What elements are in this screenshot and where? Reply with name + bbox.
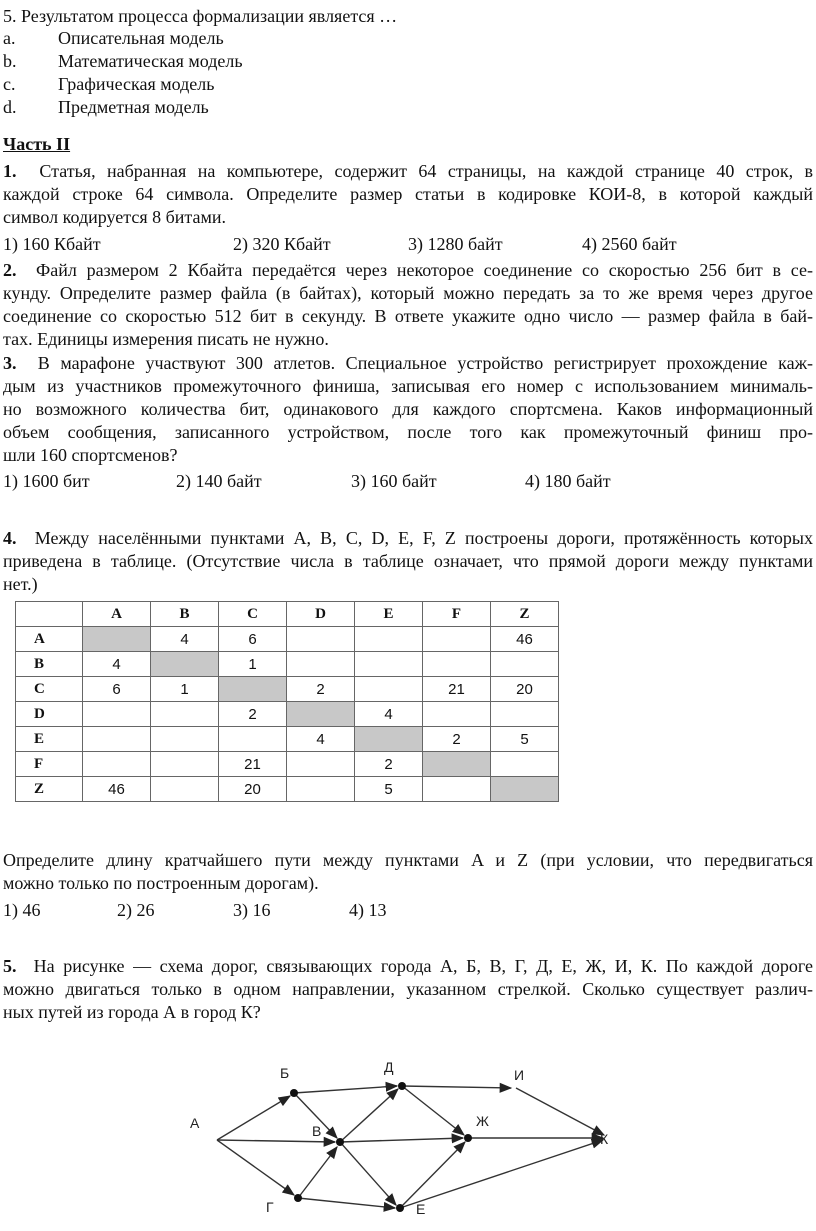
option-text: Графическая модель (58, 74, 215, 94)
edge-d-zh (402, 1086, 464, 1135)
task5-line-1 (3, 955, 813, 977)
edge-i-k (516, 1088, 604, 1135)
edge-v-zh (340, 1138, 463, 1142)
task3-line-4: объем сообщения, записанного устройством, после того как промежуточный финиш про- (3, 422, 813, 442)
option-letter: b. (3, 51, 17, 71)
task3-answer-4: 4) 180 байт (525, 471, 611, 491)
table-cell: 2 (219, 702, 287, 727)
table-header-cell: F (423, 602, 491, 627)
task-number: 4. (3, 528, 17, 548)
label-v: В (312, 1123, 322, 1139)
task1-line-3: символ кодируется 8 битами. (3, 207, 226, 227)
table-cell (83, 752, 151, 777)
label-e: Е (416, 1201, 426, 1217)
table-cell: 20 (491, 677, 559, 702)
option-text: Предметная модель (58, 97, 209, 117)
edge-g-v (298, 1147, 337, 1198)
task4-line-3: нет.) (3, 574, 38, 594)
task4-answer-1: 1) 46 (3, 900, 41, 920)
task2-line-1 (3, 259, 813, 281)
task4-line-2: приведена в таблице. (Отсутствие числа в таблице означает, что прямой дороги между пунктами (3, 551, 813, 571)
row-header: F (16, 752, 83, 777)
table-row (16, 702, 559, 727)
task4-line-1 (3, 527, 813, 549)
task2-line-2: кунду. Определите размер файла (в байтах), который можно передать за то же время через другое (3, 283, 813, 303)
edge-d-i (402, 1086, 511, 1088)
task-number: 5. (3, 956, 17, 976)
table-cell: 20 (219, 777, 287, 802)
edge-a-b (217, 1096, 290, 1140)
node-zh (464, 1134, 472, 1142)
table-cell: 1 (219, 652, 287, 677)
q5-question: 5. Результатом процесса формализации является … (3, 6, 398, 26)
task5-line-3: ных путей из города А в город К? (3, 1002, 261, 1022)
task-number: 2. (3, 260, 17, 280)
table-cell (355, 652, 423, 677)
task3-line-2: дым из участников промежуточного финиша, записывая его номер с использованием минималь- (3, 376, 813, 396)
table-cell: 6 (83, 677, 151, 702)
edge-v-d (340, 1089, 398, 1142)
option-letter: a. (3, 28, 16, 48)
label-zh: Ж (476, 1113, 489, 1129)
table-cell (287, 627, 355, 652)
edge-g-e (298, 1198, 395, 1208)
edge-b-d (294, 1086, 397, 1093)
task2-line-4: тах. Единицы измерения писать не нужно. (3, 329, 329, 349)
table-cell: 21 (219, 752, 287, 777)
task1-answer-1: 1) 160 Кбайт (3, 234, 101, 254)
node-b (290, 1089, 298, 1097)
row-header: Z (16, 777, 83, 802)
task4-question-line-2: можно только по построенным дорогам). (3, 873, 319, 893)
table-cell (151, 727, 219, 752)
option-letter: d. (3, 97, 17, 117)
table-cell: 2 (423, 727, 491, 752)
table-header-cell: Z (491, 602, 559, 627)
edge-v-e (340, 1142, 396, 1205)
table-cell (423, 627, 491, 652)
table-cell (151, 702, 219, 727)
task4-question-line-1: Определите длину кратчайшего пути между пунктами A и Z (при условии, что передвигаться (3, 850, 813, 870)
table-cell: 4 (83, 652, 151, 677)
task1-line-1 (3, 160, 813, 182)
task1-answer-3: 3) 1280 байт (408, 234, 503, 254)
table-cell: 4 (355, 702, 423, 727)
edge-e-k (400, 1140, 603, 1208)
table-cell (491, 702, 559, 727)
task4-answer-4: 4) 13 (349, 900, 387, 920)
table-cell (355, 627, 423, 652)
table-cell (491, 777, 559, 802)
table-cell (423, 752, 491, 777)
task4-answer-3: 3) 16 (233, 900, 271, 920)
table-cell: 46 (83, 777, 151, 802)
row-header: A (16, 627, 83, 652)
task-text: Статья, набранная на компьютере, содержит 64 страницы, на каждой странице 40 строк, в (39, 161, 813, 181)
table-row (16, 627, 559, 652)
row-header: C (16, 677, 83, 702)
row-header: B (16, 652, 83, 677)
table-cell: 4 (151, 627, 219, 652)
table-cell (83, 627, 151, 652)
task4-answer-2: 2) 26 (117, 900, 155, 920)
option-letter: c. (3, 74, 16, 94)
distance-table (15, 601, 559, 802)
row-header: D (16, 702, 83, 727)
table-cell: 1 (151, 677, 219, 702)
table-cell: 2 (355, 752, 423, 777)
table-header-cell: A (83, 602, 151, 627)
table-row (16, 677, 559, 702)
label-a: А (190, 1115, 200, 1131)
road-graph-diagram (180, 1050, 650, 1225)
table-cell (287, 652, 355, 677)
table-header-row (16, 602, 559, 627)
table-cell (219, 727, 287, 752)
table-header-cell: C (219, 602, 287, 627)
table-cell (287, 702, 355, 727)
table-header-cell (16, 602, 83, 627)
table-cell (491, 652, 559, 677)
table-cell (83, 727, 151, 752)
table-cell: 5 (491, 727, 559, 752)
table-cell (219, 677, 287, 702)
task1-answer-2: 2) 320 Кбайт (233, 234, 331, 254)
table-cell (151, 777, 219, 802)
table-cell: 5 (355, 777, 423, 802)
label-b: Б (280, 1065, 290, 1081)
table-cell (287, 752, 355, 777)
table-cell (83, 702, 151, 727)
task3-line-3: но возможного количества бит, одинакового для каждого спортсмена. Каков информационный (3, 399, 813, 419)
table-header-cell: D (287, 602, 355, 627)
task-number: 1. (3, 161, 17, 181)
task-number: 3. (3, 353, 17, 373)
task2-line-3: соединение со скоростью 512 бит в секунду. В ответе укажите одно число — размер файла в бай- (3, 306, 813, 326)
table-cell: 46 (491, 627, 559, 652)
table-cell: 4 (287, 727, 355, 752)
task-text: Файл размером 2 Кбайта передаётся через некоторое соединение со скоростью 256 бит в се- (36, 260, 813, 280)
task-text: Между населёнными пунктами A, B, C, D, E, F, Z построены дороги, протяжённость которых (34, 528, 814, 548)
edge-e-zh (400, 1142, 465, 1208)
table-cell (287, 777, 355, 802)
table-cell (151, 652, 219, 677)
table-cell: 21 (423, 677, 491, 702)
table-cell (151, 752, 219, 777)
table-cell (423, 777, 491, 802)
table-header-cell: E (355, 602, 423, 627)
table-row (16, 727, 559, 752)
task3-answer-2: 2) 140 байт (176, 471, 262, 491)
row-header: E (16, 727, 83, 752)
table-cell (423, 652, 491, 677)
option-text: Описательная модель (58, 28, 224, 48)
node-v (336, 1138, 344, 1146)
option-text: Математическая модель (58, 51, 243, 71)
edge-a-v (217, 1140, 335, 1142)
task5-line-2: можно двигаться только в одном направлении, указанном стрелкой. Сколько существует различ- (3, 979, 813, 999)
node-g (294, 1194, 302, 1202)
table-cell (423, 702, 491, 727)
table-cell: 6 (219, 627, 287, 652)
table-cell (491, 752, 559, 777)
label-i: И (514, 1067, 525, 1083)
label-g: Г (266, 1199, 274, 1215)
part2-title: Часть II (3, 134, 71, 154)
node-e (396, 1204, 404, 1212)
table-row (16, 652, 559, 677)
table-cell (355, 727, 423, 752)
table-cell (355, 677, 423, 702)
label-d: Д (384, 1059, 394, 1075)
table-row (16, 777, 559, 802)
task3-line-1 (3, 352, 813, 374)
edge-a-g (217, 1140, 294, 1195)
task1-answer-4: 4) 2560 байт (582, 234, 677, 254)
task1-line-2: каждой строке 64 символа. Определите размер статьи в кодировке КОИ-8, в которой каждый (3, 184, 813, 204)
task-text: В марафоне участвуют 300 атлетов. Специальное устройство регистрирует прохождение каж- (37, 353, 814, 373)
task3-line-5: шли 160 спортсменов? (3, 445, 178, 465)
node-d (398, 1082, 406, 1090)
table-cell: 2 (287, 677, 355, 702)
task3-answer-3: 3) 160 байт (351, 471, 437, 491)
table-row (16, 752, 559, 777)
task-text: На рисунке — схема дорог, связывающих города А, Б, В, Г, Д, Е, Ж, И, К. По каждой дороге (33, 956, 813, 976)
label-k: К (600, 1131, 609, 1147)
table-header-cell: B (151, 602, 219, 627)
task3-answer-1: 1) 1600 бит (3, 471, 90, 491)
